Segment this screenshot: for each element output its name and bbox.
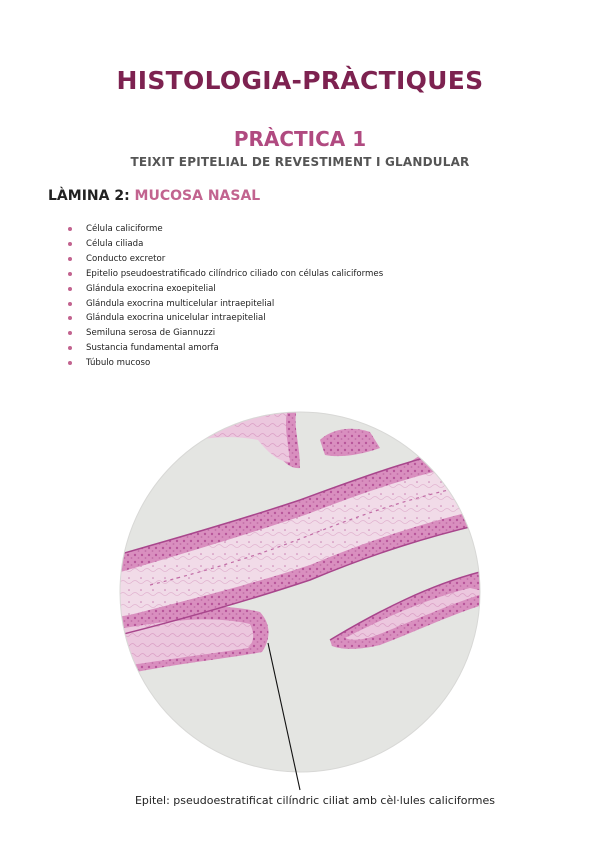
slide-prefix: LÀMINA 2: (48, 188, 130, 204)
term-label: Semiluna serosa de Giannuzzi (86, 328, 216, 339)
term-label: Célula ciliada (86, 238, 144, 249)
term-label: Sustancia fundamental amorfa (86, 343, 219, 354)
term-label: Túbulo mucoso (86, 358, 151, 369)
term-label: Epitelio pseudoestratificado cilíndrico ciliado con células caliciformes (86, 268, 384, 279)
term-label: Glándula exocrina exoepitelial (86, 283, 216, 294)
main-title: HISTOLOGIA-PRÀCTIQUES (116, 66, 484, 95)
term-label: Glándula exocrina multicelular intraepitelial (86, 298, 275, 309)
practice-title: PRÀCTICA 1 (233, 127, 367, 151)
slide-name: MUCOSA NASAL (134, 188, 261, 204)
term-label: Glándula exocrina unicelular intraepitelial (86, 313, 266, 324)
figure-caption: Epitel: pseudoestratificat cilíndric ciliat amb cèl·lules caliciformes (134, 794, 496, 807)
practice-subtitle: TEIXIT EPITELIAL DE REVESTIMENT I GLANDULAR (130, 155, 470, 169)
term-label: Célula caliciforme (86, 224, 163, 234)
term-label: Conducto excretor (86, 253, 166, 264)
